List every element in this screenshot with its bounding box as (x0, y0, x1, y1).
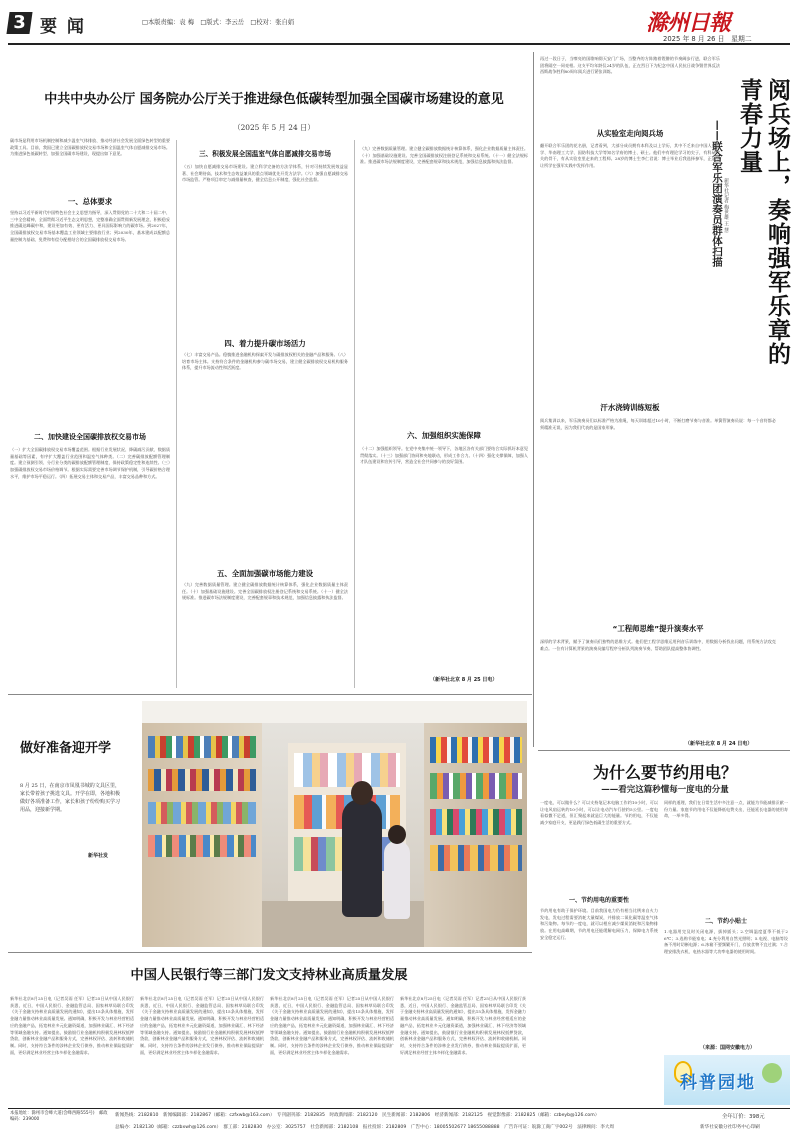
lead-body-3: （五）加快自愿减排交易市场建设。建立科学完备的方法学体系，针对可持续发展效益显著、社会期待高、技术和生态效益兼具的重点领域优先开发方法学。（六）加强自愿减排交易市场监管。严格项目审定与减排量核查，健全信息公开制度，强化社会监督。 (182, 164, 348, 183)
bank-headline: 中国人民银行等三部门发文支持林业高质量发展 (130, 968, 408, 983)
lead-section-heading-2: 二、加快建设全国碳排放权交易市场 (34, 433, 146, 441)
feature-body-4: 深厚的学术背景，赋予了演奏员们独特的思维方式。他们把工程学思维运用到音乐训练中，用数据分析找出问题，用系统方法攻克难点。一位有计算机背景的演奏员编写程序分析队列演奏节奏，帮助团队提高整体协调性。 (540, 639, 776, 651)
lead-section-heading-5: 五、全面加强碳市场能力建设 (216, 569, 314, 578)
lead-body-6-continued: （九）完善数据质量管理。建立健全碳排放数据统计核算体系，强化企业数据质量主体责任。（十）加强基础设施建设。完善全国碳排放权注册登记系统和交易系统。（十一）健全法规标准。推进碳市场法规制度建设，完善配套规章和技术规范，加强信息披露和执法监督。 (360, 146, 528, 165)
lead-section-heading-6: 六、加强组织实施保障 (407, 431, 481, 440)
bookstore-photo (142, 701, 527, 947)
child-figure (384, 841, 410, 919)
lead-body-4: （七）丰富交易产品。稳慎推进金融机构探索开发与碳排放权相关的金融产品和服务。（八）培育市场主体。支持符合条件的金融机构参与碳市场交易，建立健全碳排放权交易机构服务体系，提升市场流动性和活跃度。 (182, 352, 348, 371)
bank-body-col-2: 新华社北京8月25日电（记者吴雨 任军）记者25日从中国人民银行获悉，近日，中国人民银行、金融监管总局、国家林草局联合印发《关于金融支持林业高质量发展的通知》，提出15条具体措施，发挥金融力量推动林业高质量发展。通知明确，积极开发与林业经营相适应的金融产品，拓宽林业多元化融资渠道，加强林业碳汇、林下经济等领域金融支持。通知提出，鼓励银行业金融机构积极发展林权抵押贷款，创新林业金融产品和服务方式，完善林权评估、流转和收储机制。同时，支持符合条件的涉林企业发行债券，推动林业保险提质扩面，更好满足林业经营主体多样化金融需求。 (140, 996, 264, 1055)
feature-intro: 再过一段日子，当嘹亮的国歌响彻天安门广场，当整齐的方阵踏着铿锵的节奏阔步行进，联合军乐团将隔空一同亮相。这支平均年龄仅24岁的队伍，正在烈日下为纪念中国人民抗日战争暨世界反法西斯战争胜利80周年阅兵进行紧张训练。 (540, 56, 720, 75)
lead-source: （新华社北京 8 月 25 日电） (430, 677, 498, 683)
electricity-body-right: 同样的道理，我们在日常生活中多注意一点，就能为节能减排贡献一份力量。家庭节约用电不仅能降低电费支出，还能延长电器的使用寿命，一举多得。 (664, 800, 788, 819)
feature-byline: 新华社记者 梅世雄 王 慧 (723, 178, 729, 233)
lead-section-heading-3: 三、积极发展全国温室气体自愿减排交易市场 (199, 150, 331, 158)
lead-dateline: （2025 年 5 月 24 日） (233, 123, 315, 132)
photo-credit: 新华社发 (88, 853, 109, 859)
lead-intro: 碳市场是利用市场机制控制和减少温室气体排放、推动经济社会发展全面绿色转型的重要政策工具。目前，我国已建立全国碳排放权交易市场和全国温室气体自愿减排交易市场。为推进绿色低碳转型、加强全国碳市场建设，现提出如下意见。 (10, 138, 170, 157)
lead-body-1: 坚持以习近平新时代中国特色社会主义思想为指导，深入贯彻党的二十大和二十届二中、三中全会精神，全面贯彻习近平生态文明思想，完整准确全面贯彻新发展理念，积极稳妥推进碳达峰碳中和，建设更加有效、更有活力、更具国际影响力的碳市场。到2027年，全国碳排放权交易市场基本覆盖工业领域主要排放行业；到2030年，基本建成以配额总量控制为基础、免费和有偿分配相结合的全国碳排放权交易市场。 (10, 210, 170, 242)
electricity-tips: 1.电器用完及时关闭电源，拔掉插头；2.空调温度夏季不低于26℃；3.选购节能家电；4.充分利用自然光照明；5.电视、电脑等设备不用时切断电源；6.冰箱不要频繁开门，存放食物不宜过满；7.合理安排洗衣机、电热水器等大功率电器的使用时间。 (664, 929, 788, 955)
footer-hotlines: 新闻热线：2182810 新闻编辑部：2182867（邮箱：czfxwb@163.com） 专刊副刊部：2182835 时政新闻部：2182120 民生新闻部：2182806 经济新闻部：2182125 视觉影像部：2182825（邮箱：czbeyb@126.com） (115, 1113, 600, 1118)
feature-body-2: 翻开联合军乐团的花名册，记者看到，大部分成员拥有本科及以上学历，其中不乏来自中国人民大学、华南理工大学、国防科技大学等知名学府的博士、硕士。他们中有理论学习的尖子，有科研攻关的骨干，有从实验室里走来的工程师。28岁的博士生李仁君说：博士毕业后我选择参军，正是想让所学在强军实践中发挥作用。 (540, 143, 720, 169)
bank-body-col-3: 新华社北京8月25日电（记者吴雨 任军）记者25日从中国人民银行获悉，近日，中国人民银行、金融监管总局、国家林草局联合印发《关于金融支持林业高质量发展的通知》，提出15条具体措施，发挥金融力量推动林业高质量发展。通知明确，积极开发与林业经营相适应的金融产品，拓宽林业多元化融资渠道，加强林业碳汇、林下经济等领域金融支持。通知提出，鼓励银行业金融机构积极发展林权抵押贷款，创新林业金融产品和服务方式，完善林权评估、流转和收储机制。同时，支持符合条件的涉林企业发行债券，推动林业保险提质扩面，更好满足林业经营主体多样化金融需求。 (270, 996, 394, 1055)
electricity-source: （来源：国网安徽电力） (700, 1045, 756, 1051)
issue-date: 2025 年 8 月 26 日 星期二 (663, 35, 752, 43)
footer-printer: 新华社安徽分社印务中心印刷 (700, 1125, 760, 1130)
masthead-logo: 滁州日報 (646, 10, 731, 36)
feature-subline: ——联合军乐团演奏员群体扫描 (711, 120, 723, 267)
electricity-subheading-1: 一、节约用电的重要性 (568, 897, 629, 904)
science-banner-title: 科普园地 (680, 1073, 756, 1093)
editor-credits: □本版责编：袁 梅 □版式：李云岳 □校对：张自娟 (142, 19, 295, 26)
feature-subheading-2: 汗水浇铸训练短板 (600, 403, 660, 412)
lead-body-6: （十二）加强组织领导。在党中央集中统一领导下，各地区各有关部门要结合实际抓好本意见贯彻落实。（十三）加强部门协同和央地联动，形成工作合力。（十四）强化支撑保障，加强人才队伍建设和宣传引导，营造全社会共同参与的良好氛围。 (360, 446, 528, 465)
lead-section-heading-4: 四、着力提升碳市场活力 (224, 339, 306, 348)
feature-subheading-1: 从实验室走向阅兵场 (596, 129, 664, 138)
electricity-intro: 一度电，可以做什么？可以支持笔记本电脑工作约10小时，可以让电风扇运转约10小时，可以让电动汽车行驶约5公里。一度电看似微不足道，但汇聚起来就是巨大的能量。节约用电，不仅能减少家庭开支，更是践行绿色低碳生活的重要方式。 (540, 800, 658, 826)
photo-caption: 8 月 25 日，在南京市凤凰书城的文具区里，家长带着孩子挑选文具。开学在即，各地积极做好各项准备工作，家长和孩子纷纷购买学习用品，迎接新学期。 (20, 783, 120, 813)
electricity-subline: ——看完这篇秒懂每一度电的分量 (601, 785, 729, 795)
lead-body-5: （九）完善数据质量管理。建立健全碳排放数据统计核算体系，强化企业数据质量主体责任。（十）加强基础设施建设。完善全国碳排放权注册登记系统和交易系统。（十一）健全法规标准。推进碳市场法规制度建设，完善配套规章和技术规范，加强信息披露和执法监督。 (182, 582, 348, 601)
footer-price: 全年订价：398元 (722, 1114, 765, 1120)
feature-headline: 阅兵场上，奏响强军乐章的青春力量 (736, 78, 791, 366)
bank-body-col-4: 新华社北京8月25日电（记者吴雨 任军）记者25日从中国人民银行获悉，近日，中国人民银行、金融监管总局、国家林草局联合印发《关于金融支持林业高质量发展的通知》，提出15条具体措施，发挥金融力量推动林业高质量发展。通知明确，积极开发与林业经营相适应的金融产品，拓宽林业多元化融资渠道，加强林业碳汇、林下经济等领域金融支持。通知提出，鼓励银行业金融机构积极发展林权抵押贷款，创新林业金融产品和服务方式，完善林权评估、流转和收储机制。同时，支持符合条件的涉林企业发行债券，推动林业保险提质扩面，更好满足林业经营主体多样化金融需求。 (400, 996, 526, 1055)
section-title: 要 闻 (40, 17, 86, 37)
lead-section-heading-1: 一、总体要求 (67, 197, 113, 206)
footer-contacts: 总编办：2182130（邮箱：czzbxwh@126.com） 群工部：2182830 办公室：3025757 社会新闻部：2182108 报社投诉：2182809 广告中心：18005502677 18655088888 广告许可证：皖滁工商广字002号 法律顾问：李大周 (115, 1125, 615, 1130)
feature-body-3: 阅兵集训以来，军乐演奏员们以标准严格为准绳，每天训练超过10小时，不断打磨节奏与音准。单簧管演奏员说：每一个音符都必须精准无误，因为我们代表的是国家形象。 (540, 418, 776, 430)
header-rule (8, 43, 790, 45)
photo-story-title: 做好准备迎开学 (20, 741, 112, 756)
electricity-body: 节约用电有助于保护环境。目前我国电力仍有相当比例来自火力发电，发电过程需要消耗大量煤炭，并排放二氧化碳等温室气体和污染物。每节约一度电，就可以相应减少煤炭消耗和污染物排放。在用电高峰期，节约用电还能缓解电网压力，保障电力系统安全稳定运行。 (540, 908, 658, 940)
lead-body-2: （一）扩大全国碳排放权交易市场覆盖范围。根据行业发展状况、降碳减污贡献、数据质量基础等因素，有序扩大覆盖行业范围和温室气体种类。（二）完善碳排放配额管理制度。建立预测引领、分行业分类的碳排放配额管理制度，保持政策稳定性和连续性。（三）加强碳排放权交易市场价格调节。根据实际需要完善市场调节保护机制，引导碳价格合理水平，维护市场平稳运行。（四）拓展交易主体和交易产品，丰富交易品种和方式。 (10, 447, 170, 479)
electricity-subheading-2: 二、节约小贴士 (704, 918, 747, 925)
footer-address: 本报地址：滁州市会峰大道(会峰西路555号) 邮政编码：239000 (10, 1111, 108, 1122)
parent-figure (342, 799, 382, 917)
bank-body-col-1: 新华社北京8月25日电（记者吴雨 任军）记者25日从中国人民银行获悉，近日，中国人民银行、金融监管总局、国家林草局联合印发《关于金融支持林业高质量发展的通知》，提出15条具体措施，发挥金融力量推动林业高质量发展。通知明确，积极开发与林业经营相适应的金融产品，拓宽林业多元化融资渠道，加强林业碳汇、林下经济等领域金融支持。通知提出，鼓励银行业金融机构积极发展林权抵押贷款，创新林业金融产品和服务方式，完善林权评估、流转和收储机制。同时，支持符合条件的涉林企业发行债券，推动林业保险提质扩面，更好满足林业经营主体多样化金融需求。 (10, 996, 134, 1055)
feature-source: （新华社北京 8 月 24 日电） (685, 741, 753, 747)
electricity-headline: 为什么要节约用电？ (592, 763, 737, 782)
lead-headline: 中共中央办公厅 国务院办公厅关于推进绿色低碳转型加强全国碳市场建设的意见 (44, 92, 504, 107)
page-number: 3 (13, 12, 26, 33)
feature-subheading-3: “工程师思维”提升演奏水平 (612, 624, 704, 633)
